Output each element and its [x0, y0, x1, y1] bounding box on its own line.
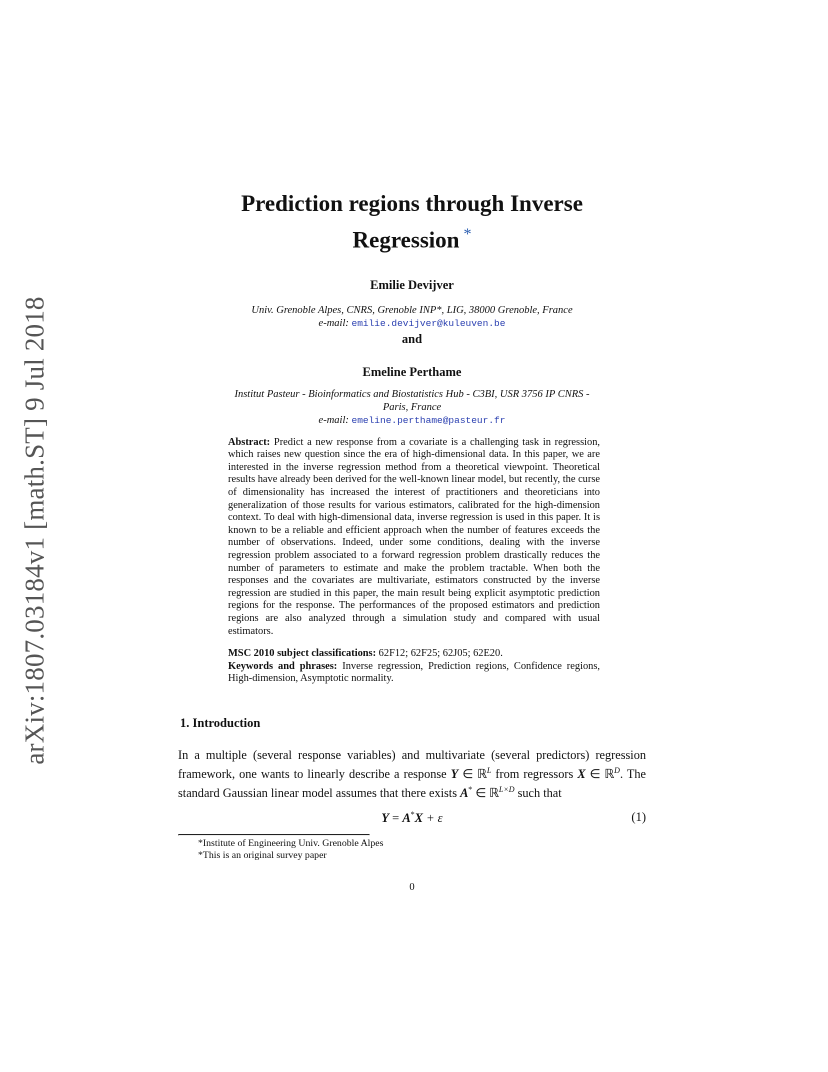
- author-1-email-link[interactable]: emilie.devijver@kuleuven.be: [351, 317, 506, 329]
- keywords: [228, 661, 600, 686]
- introduction-paragraph: [178, 747, 646, 801]
- arxiv-identifier: arXiv:1807.03184v1 [math.ST] 9 Jul 2018: [19, 295, 50, 765]
- author-1-email-line: [178, 317, 646, 330]
- paper-title: [178, 188, 646, 256]
- abstract-text: Predict a new response from a covariate is a challenging task in regression, which raises new question since the era of high-dimensional data. In this paper, we are interested in the inverse regression method from a theoretical viewpoint. Theoretical results have already been derived for the well-known linear model, but recently, the curse of dimensionality has increased the interest of practitioners and theoreticians into generalization of those results for various estimators, calibrated for the high-dimension context. To deal with high-dimensional data, inverse regression is used in this paper. It is known to be a reliable and efficient approach when the number of features exceeds the number of observations. Indeed, under some conditions, dealing with the inverse regression problem associated to a forward regression problem drastically reduces the number of parameters to estimate and make the problem tractable. When both the responses and the covariates are multivariate, estimators constructed by the inverse regression are studied in this paper, the main result being explicit asymptotic prediction regions for the response. The performances of the proposed estimators and prediction regions are also analyzed through a simulation study and compared with usual estimators.: [228, 436, 600, 637]
- msc-classifications: [228, 648, 600, 661]
- equation-1: [178, 810, 646, 830]
- arxiv-sidebar-stamp: [14, 290, 56, 770]
- paper-page: [178, 180, 646, 893]
- eq-A: A: [402, 811, 411, 826]
- intro-text-2: . The standard Gaussian linear model assumes that there exists: [178, 767, 646, 801]
- author-2-email-link[interactable]: emeline.perthame@pasteur.fr: [351, 414, 506, 426]
- author-2-email-label: e-mail:: [318, 414, 349, 426]
- section-heading-introduction: 1. Introduction: [180, 715, 261, 730]
- eq-lhs-Y: Y: [381, 811, 389, 826]
- intro-text-1: In a multiple (several response variables) and multivariate (several predictors) regression framework, one wants to linearly describe a response: [178, 747, 646, 782]
- author-2-affiliation-line-2: Paris, France: [382, 401, 442, 413]
- author-2-affiliation-line-1: Institut Pasteur - Bioinformatics and Biostatistics Hub - C3BI, USR 3756 IP CNRS -: [234, 388, 590, 400]
- eq-plus-epsilon: + ε: [423, 811, 443, 826]
- title-line-1: Prediction regions through Inverse: [241, 191, 583, 216]
- author-1-email-label: e-mail:: [318, 317, 349, 329]
- author-separator-and: and: [401, 331, 423, 346]
- footnote-2: *This is an original survey paper: [198, 850, 327, 862]
- msc-text: 62F12; 62F25; 62J05; 62E20.: [378, 648, 503, 660]
- symbol-X: X: [577, 767, 586, 782]
- keywords-text: Inverse regression, Prediction regions, Confidence regions, High-dimension, Asymptotic normality.: [228, 660, 600, 685]
- author-2-email-line: [178, 414, 646, 427]
- page-number: 0: [409, 882, 415, 894]
- intro-from-regressors: from regressors: [491, 767, 578, 782]
- eq-equals: =: [389, 811, 403, 826]
- eq-star: *: [410, 810, 415, 820]
- abstract-label: Abstract:: [228, 436, 271, 448]
- sup-star: *: [468, 785, 473, 795]
- sup-LxD: L×D: [498, 785, 515, 795]
- footnote-1: *Institute of Engineering Univ. Grenoble Alpes: [198, 838, 384, 850]
- author-1-affiliation: Univ. Grenoble Alpes, CNRS, Grenoble INP*, LIG, 38000 Grenoble, France: [251, 304, 573, 316]
- msc-label: MSC 2010 subject classifications:: [228, 648, 377, 660]
- title-line-2: Regression: [352, 227, 460, 253]
- sup-D: D: [614, 765, 620, 775]
- eq-X: X: [414, 811, 423, 826]
- intro-such-that: such that: [514, 786, 562, 801]
- equation-1-number[interactable]: (1): [631, 810, 646, 825]
- author-1-name: Emilie Devijver: [370, 277, 454, 292]
- sup-L: L: [486, 765, 492, 775]
- symbol-A: A: [460, 786, 469, 801]
- intro-in-R: ∈ ℝ: [458, 767, 487, 782]
- author-2-name: Emeline Perthame: [362, 364, 462, 379]
- equation-1-body: [178, 810, 646, 826]
- intro-in-RD: ∈ ℝ: [585, 767, 615, 782]
- intro-in-RLD: ∈ ℝ: [472, 786, 499, 801]
- title-footnote-mark[interactable]: *: [463, 226, 472, 243]
- keywords-label: Keywords and phrases:: [228, 660, 338, 672]
- abstract: [228, 437, 600, 639]
- symbol-Y: Y: [450, 767, 459, 782]
